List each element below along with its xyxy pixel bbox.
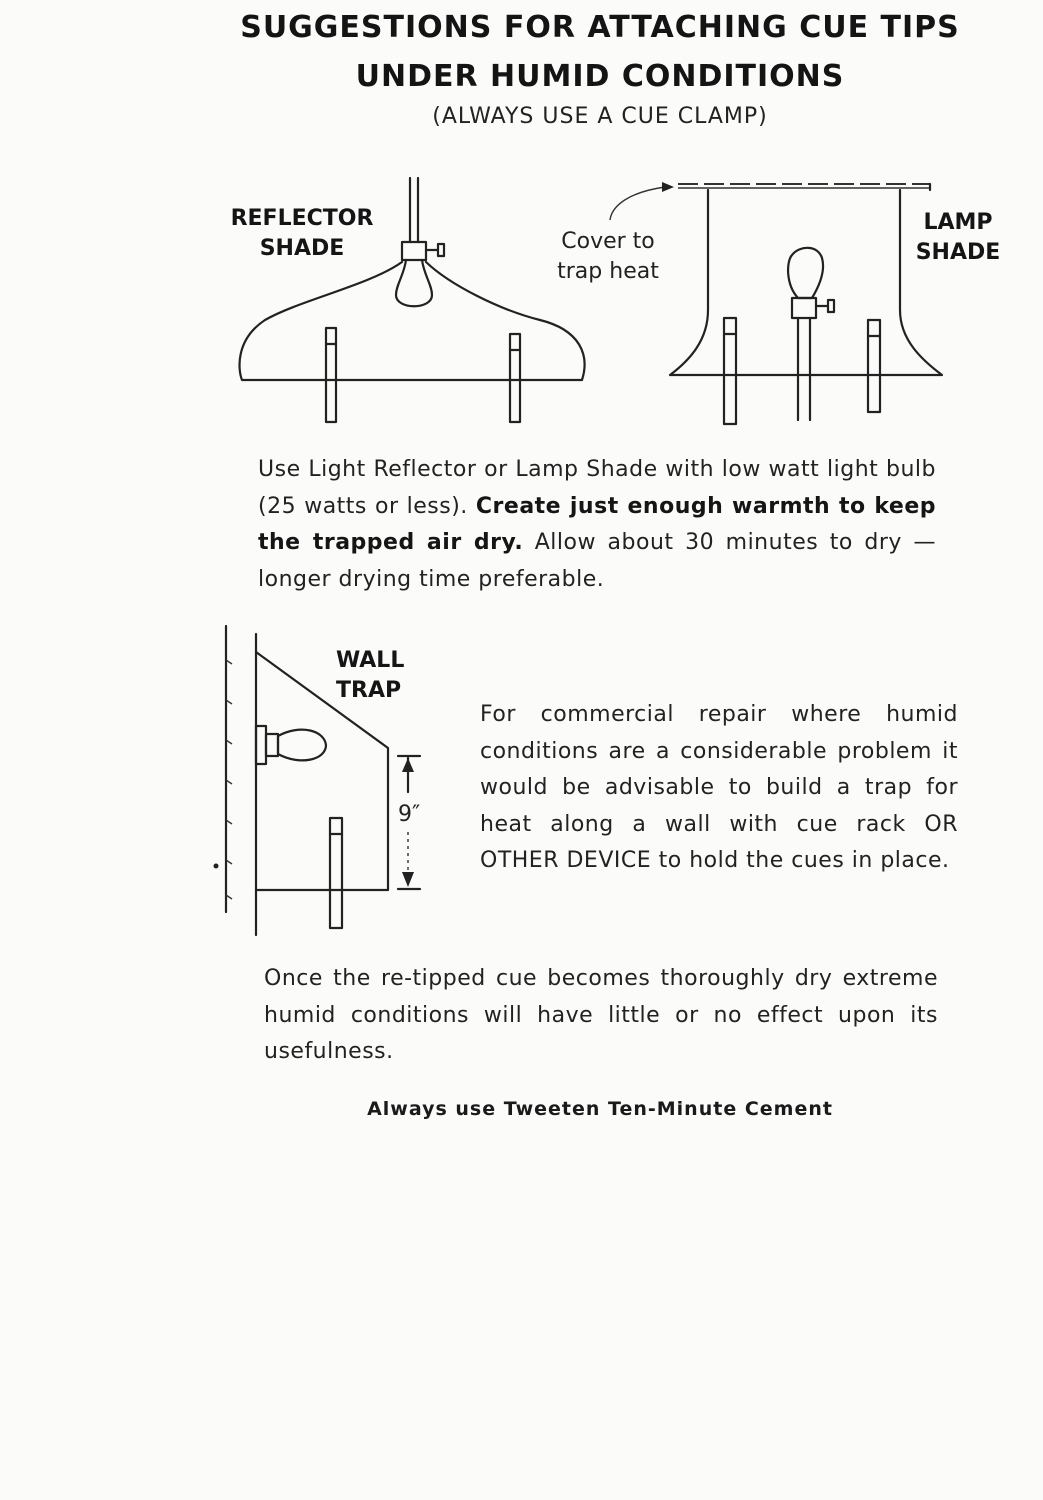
instructions-paragraph: Use Light Reflector or Lamp Shade with low watt light bulb (25 watts or less). Create just enough warmth to keep the trapped air dry. Allow about 30 minutes to dry — longer drying time preferable. xyxy=(258,457,937,592)
page-subtitle: (ALWAYS USE A CUE CLAMP) xyxy=(432,104,768,129)
lamp-shade-label: LAMP SHADE xyxy=(915,210,1001,265)
footer-note: Always use Tweeten Ten-Minute Cement xyxy=(367,1098,833,1120)
nine-inch-dimension: 9″ xyxy=(398,802,421,827)
closing-paragraph: Once the re-tipped cue becomes thoroughly dry extreme humid conditions will have little or no effect upon its usefulness. xyxy=(264,966,938,1064)
page-title-line-2: UNDER HUMID CONDITIONS xyxy=(355,59,845,94)
page-title: SUGGESTIONS FOR ATTACHING CUE TIPS xyxy=(240,10,960,45)
wall-trap-label: WALL TRAP xyxy=(336,648,405,703)
reflector-shade-label: REFLECTOR SHADE xyxy=(230,206,374,261)
cover-to-trap-heat-label: Cover to trap heat xyxy=(557,229,659,284)
commercial-repair-paragraph: For commercial repair where humid conditions are a considerable problem it would be advisable to build a trap for heat along a wall with cue rack OR OTHER DEVICE to hold the cues in place. xyxy=(480,702,958,873)
